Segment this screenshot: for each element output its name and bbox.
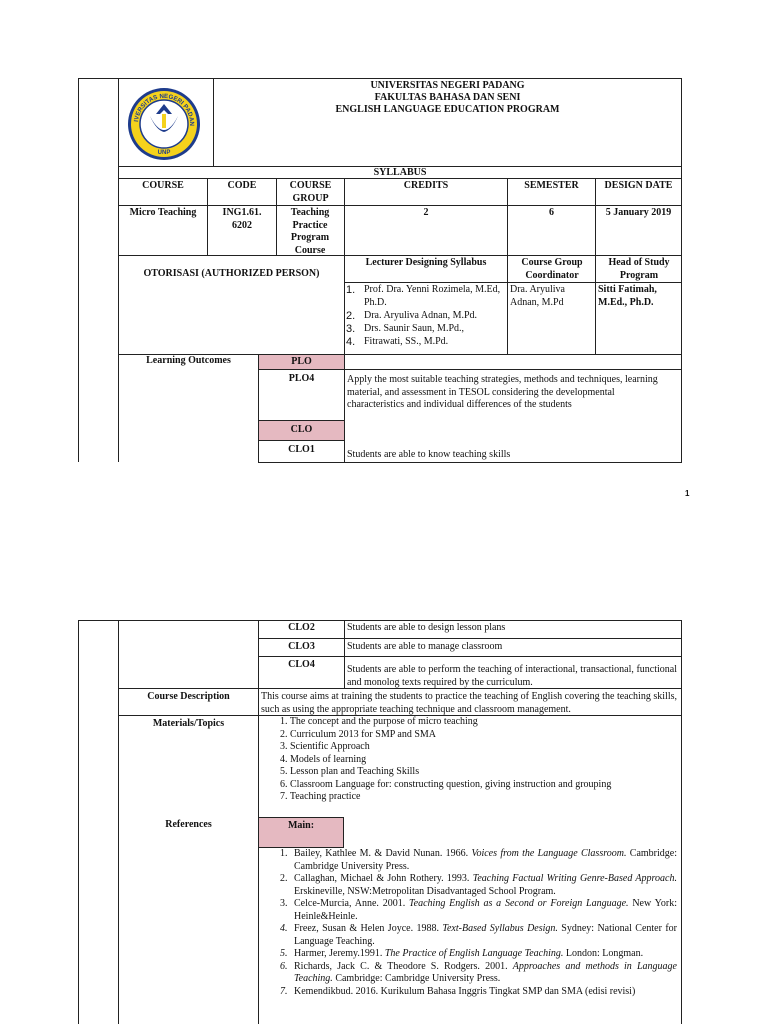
references-main-label: Main: xyxy=(287,820,315,831)
clo1-code: CLO1 xyxy=(288,444,315,455)
lecturer-num: 3. xyxy=(346,323,356,335)
col-credits: CREDITS xyxy=(403,180,449,191)
materials-label: Materials/Topics xyxy=(152,718,225,729)
program-name: ENGLISH LANGUAGE EDUCATION PROGRAM xyxy=(335,104,560,115)
col-design-date: DESIGN DATE xyxy=(604,180,673,191)
authorization-label: OTORISASI (AUTHORIZED PERSON) xyxy=(143,268,320,279)
clo3-text: Students are able to manage classroom xyxy=(347,641,503,652)
list-item: 3. Scientific Approach xyxy=(280,741,370,752)
lecturer-name: Drs. Saunir Saun, M.Pd., xyxy=(364,323,465,334)
university-logo xyxy=(126,86,202,162)
reference-item: 7. Kemendikbud. 2016. Kurikulum Bahasa Inggris Tingkat SMP dan SMA (edisi revisi) xyxy=(280,985,636,997)
page-number: 1 xyxy=(685,489,690,498)
reference-item: 5. Harmer, Jeremy.1991. The Practice of English Language Teaching. London: Longman. xyxy=(280,948,644,959)
clo-header: CLO xyxy=(290,424,313,435)
faculty-name: FAKULTAS BAHASA DAN SENI xyxy=(374,92,521,103)
lecturer-name: Dra. Aryuliva Adnan, M.Pd. xyxy=(364,310,478,321)
clo4-text: Students are able to perform the teaching of interactional, transactional, functional and monolog texts required by the curriculum. xyxy=(347,664,677,688)
clo4-code: CLO4 xyxy=(288,659,315,670)
syllabus-title: SYLLABUS xyxy=(373,167,427,178)
coordinator-header: Course Group Coordinator xyxy=(521,257,583,281)
references-list xyxy=(280,848,677,998)
lecturer-num: 1. xyxy=(346,284,356,296)
col-semester: SEMESTER xyxy=(524,180,579,191)
course-description-text: This course aims at training the students to practice the teaching of English covering the teaching skills, such as using the appropriate teaching technique and classroom management. xyxy=(261,691,677,715)
plo4-code: PLO4 xyxy=(288,373,315,384)
clo3-code: CLO3 xyxy=(288,641,315,652)
clo2-text: Students are able to design lesson plans xyxy=(347,622,506,633)
coordinator-name: Dra. Aryuliva Adnan, M.Pd xyxy=(510,284,565,308)
logo-arc-text: IVERSITAS NEGERI PADAN xyxy=(133,92,196,127)
head-header: Head of Study Program xyxy=(608,257,670,281)
list-item: 5. Lesson plan and Teaching Skills xyxy=(280,766,420,777)
list-item: 7. Teaching practice xyxy=(280,791,361,802)
plo4-text: Apply the most suitable teaching strategies, methods and techniques, learning material, and assessment in TESOL considering the developmental characteristics and individual differences of the students xyxy=(347,374,658,410)
clo2-code: CLO2 xyxy=(288,622,315,633)
course-semester: 6 xyxy=(549,207,554,218)
lecturer-num: 2. xyxy=(346,310,356,322)
plo-header: PLO xyxy=(291,356,312,367)
list-item: 4. Models of learning xyxy=(280,753,367,765)
col-code: CODE xyxy=(227,180,257,191)
course-description-label: Course Description xyxy=(147,691,230,702)
university-name: UNIVERSITAS NEGERI PADANG xyxy=(370,80,525,91)
reference-item: 4. Freez, Susan & Helen Joyce. 1988. Text-Based Syllabus Design. Sydney: National Center for Language Teaching. xyxy=(280,923,677,947)
lecturer-list xyxy=(346,284,506,349)
list-item: 2. Curriculum 2013 for SMP and SMA xyxy=(280,728,437,740)
head-name: Sitti Fatimah, M.Ed., Ph.D. xyxy=(598,284,657,308)
reference-item: 6. Richards, Jack C. & Theodore S. Rodgers. 2001. Approaches and methods in Language Teaching. Cambridge: Cambridge University Press. xyxy=(280,960,677,984)
course-name: Micro Teaching xyxy=(129,207,197,218)
lecturer-name: Prof. Dra. Yenni Rozimela, M.Ed, Ph.D. xyxy=(364,284,501,308)
reference-item: 3. Celce-Murcia, Anne. 2001. Teaching English as a Second or Foreign Language. New York: Heinle&Heinle. xyxy=(280,898,677,922)
col-course-group: COURSE GROUP xyxy=(289,180,332,204)
course-group: Teaching Practice Program Course xyxy=(290,207,330,256)
list-item: 1. The concept and the purpose of micro teaching xyxy=(280,716,478,727)
clo1-text: Students are able to know teaching skills xyxy=(347,449,511,460)
lecturer-num: 4. xyxy=(346,336,356,348)
course-design-date: 5 January 2019 xyxy=(605,207,672,218)
list-item: 6. Classroom Language for: constructing question, giving instruction and grouping xyxy=(280,778,612,790)
materials-list xyxy=(280,716,680,804)
course-code: ING1.61. 6202 xyxy=(222,207,262,231)
reference-item: 2. Callaghan, Michael & John Rothery. 1993. Teaching Factual Writing Genre-Based Approach. Erskineville, NSW:Metropolitan Disadvantaged School Program. xyxy=(280,873,677,897)
col-course: COURSE xyxy=(142,180,184,191)
course-credits: 2 xyxy=(423,207,429,218)
logo-unp-text: UNP xyxy=(157,150,171,156)
learning-outcomes-label: Learning Outcomes xyxy=(146,355,231,366)
references-label: References xyxy=(165,819,212,830)
reference-item: 1. Bailey, Kathlee M. & David Nunan. 1966. Voices from the Language Classroom. Cambridge: Cambridge University Press. xyxy=(280,848,677,872)
lecturer-name: Fitrawati, SS., M.Pd. xyxy=(364,336,449,347)
lecturer-header: Lecturer Designing Syllabus xyxy=(365,257,487,268)
